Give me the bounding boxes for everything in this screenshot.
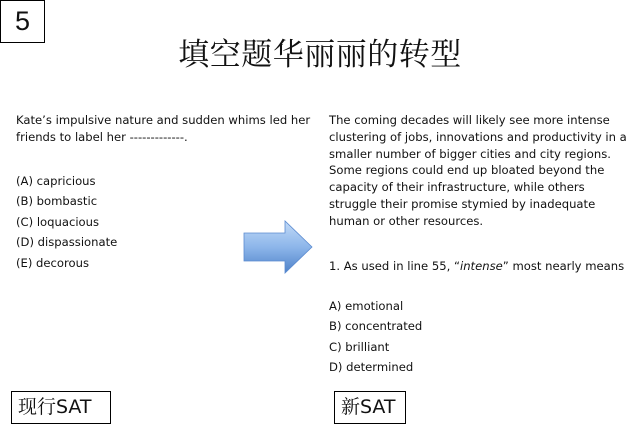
current-sat-question: Kate’s impulsive nature and sudden whims led her friends to label her -------------. — [16, 113, 311, 144]
question-suffix: ” most nearly means — [502, 259, 625, 273]
new-sat-question — [329, 258, 634, 275]
slide-number: 5 — [0, 0, 45, 43]
new-sat-options — [329, 296, 529, 378]
option-b: (B) bombastic — [16, 194, 98, 209]
new-sat-passage: The coming decades will likely see more intense clustering of jobs, innovations and productivity in a smaller number of bigger cities and city regions. Some regions could end up bloated beyond the capacity of their infrastructure, while others struggle their promise stymied by inadequate human or other resources. — [329, 113, 627, 228]
right-arrow-icon — [243, 220, 313, 274]
option-a: (A) capricious — [16, 174, 96, 188]
question-keyword: intense — [459, 259, 503, 273]
option-a: A) emotional — [329, 299, 404, 313]
option-d: D) determined — [329, 360, 414, 375]
current-sat-label: 现行SAT — [11, 391, 111, 424]
question-prefix: 1. As used in line 55, “ — [329, 259, 460, 273]
option-d: (D) dispassionate — [16, 235, 118, 250]
slide-title: 填空题华丽丽的转型 — [178, 37, 462, 73]
option-c: C) brilliant — [329, 339, 390, 354]
option-b: B) concentrated — [329, 319, 423, 334]
option-c: (C) loquacious — [16, 214, 100, 229]
new-sat-label: 新SAT — [334, 391, 406, 424]
option-e: (E) decorous — [16, 255, 90, 270]
current-sat-options — [16, 171, 216, 273]
